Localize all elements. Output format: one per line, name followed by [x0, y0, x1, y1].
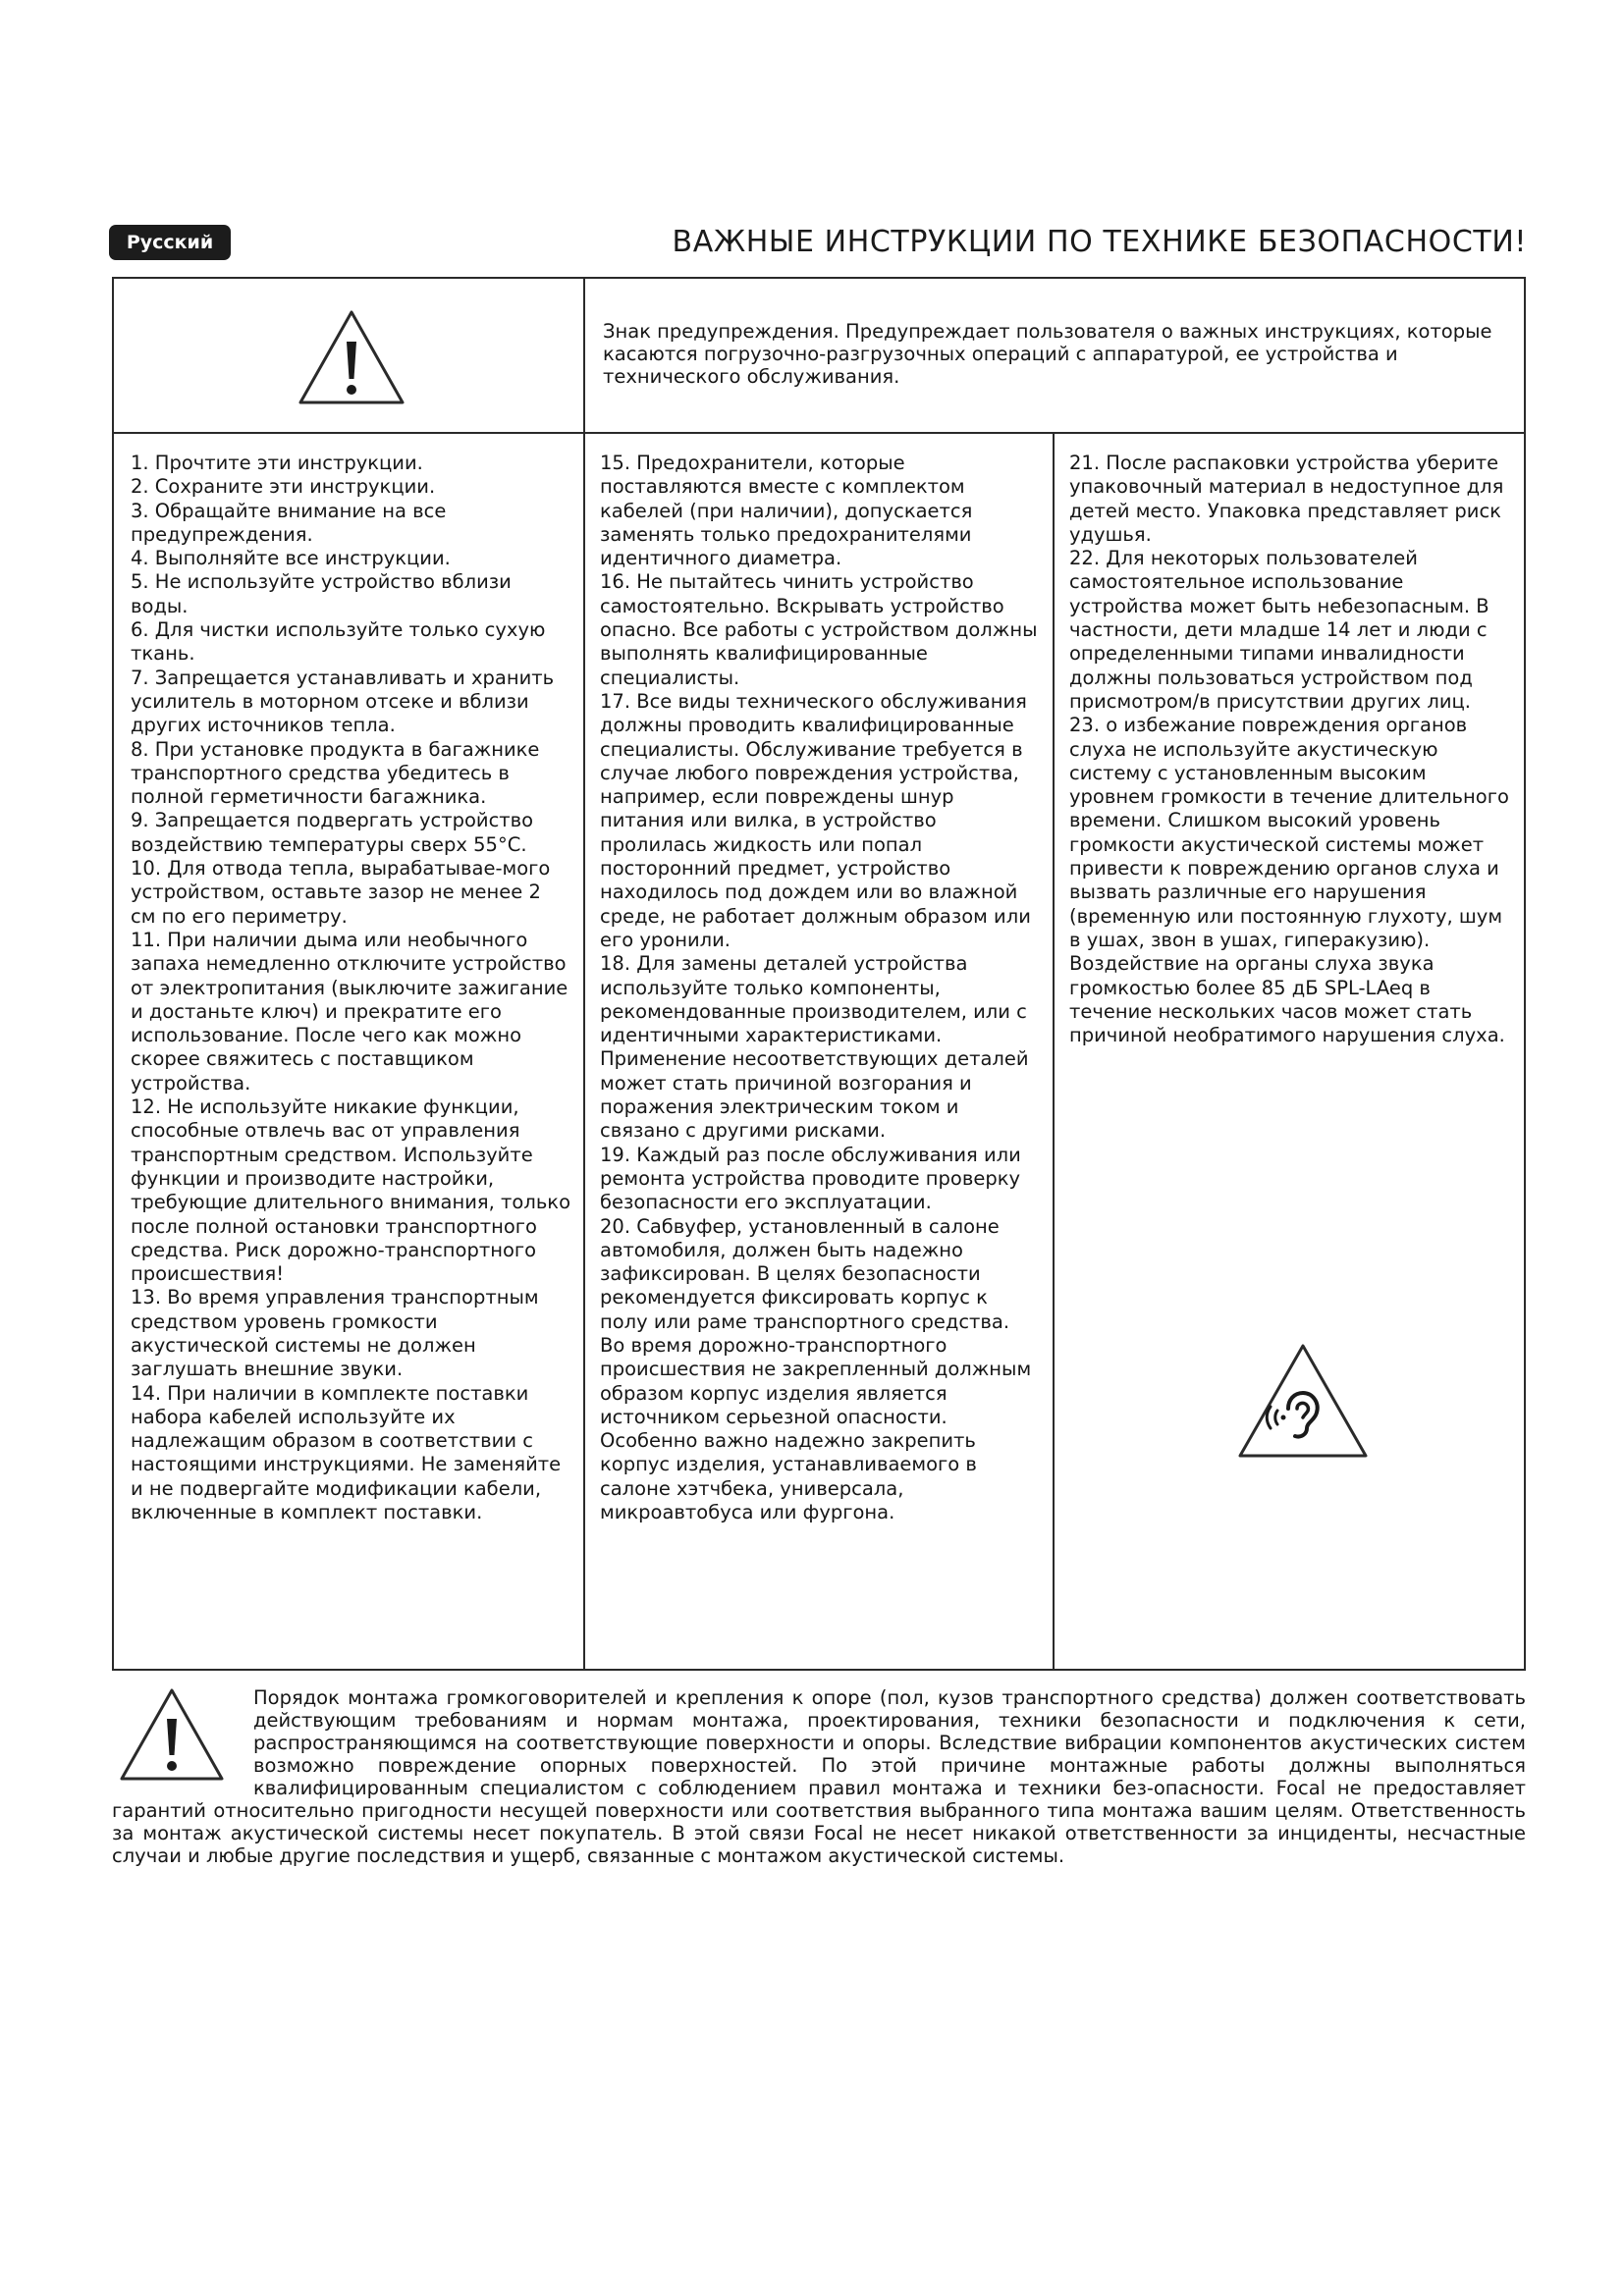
instructions-table [112, 432, 1526, 1671]
instruction-item: 11. При наличии дыма или необычного запаха немедленно отключите устройство от электропитания (выключите зажигание и достаньте ключ) и прекратите его использование. После чего как можно скорее свяжитесь с поставщиком устройства. [131, 928, 568, 1095]
instruction-item: 17. Все виды технического обслуживания должны проводить квалифицированные специалисты. Обслуживание требуется в случае любого повреждения устройства, например, если повреждены шнур питания или вилка, в устройство пролилась жидкость или попал посторонний предмет, устройство находилось под дождем или во влажной среде, не работает должным образом или его уронили. [600, 689, 1031, 951]
instruction-item: 6. Для чистки используйте только сухую ткань. [131, 618, 546, 666]
instruction-item: 15. Предохранители, которые поставляются вместе с комплектом кабелей (при наличии), допускается заменять только предохранителями идентичного диаметра. [600, 452, 973, 570]
instruction-item: 23. о избежание повреждения органов слуха не используйте акустическую систему с установленным высоким уровнем громкости в течение длительного времени. Слишком высокий уровень громкости акустической системы может привести к повреждению органов слуха и вызвать различные его нарушения (временную или постоянную глухоту, шум в ушах, звон в ушах, гиперакузию). Воздействие на органы слуха звука громкостью более 85 дБ SPL-LAeq в течение нескольких часов может стать причиной необратимого нарушения слуха. [1069, 714, 1509, 1047]
warning-sign-box [112, 277, 1526, 434]
mounting-notice-text: Порядок монтажа громкоговорителей и крепления к опоре (пол, кузов транспортного средства) должен соответствовать действующим требованиям и нормам монтажа, проектирования, техники безопасности и подключения к сети, распространяющимся на соответствующие поверхности и опоры. Вследствие вибрации компонентов акустических систем возможно повреждение опорных поверхностей. По этой причине монтажные работы должны выполняться квалифицированным специалистом с соблюдением правил монтажа и техники без-опасности. Focal не предоставляет гарантий относительно пригодности несущей поверхности или соответствия выбранного типа монтажа вашим целям. Ответственность за монтаж акустической системы несет покупатель. В этой связи Focal не несет никакой ответственности за инциденты, несчастные случаи и любые другие последствия и ущерб, связанные с монтажом акустической системы. [112, 1686, 1526, 1867]
instruction-item: 3. Обращайте внимание на все предупреждения. [131, 499, 447, 546]
instruction-item: 9. Запрещается подвергать устройство воздействию температуры сверх 55°C. [131, 809, 534, 856]
column-divider [583, 434, 585, 1669]
hearing-warning-icon [1234, 1340, 1372, 1462]
instruction-item: 8. При установке продукта в багажнике транспортного средства убедитесь в полной герметичности багажника. [131, 737, 540, 809]
instructions-column-3 [1069, 452, 1509, 1047]
instruction-item: Во время дорожно-транспортного происшествия не закрепленный должным образом корпус изделия является источником серьезной опасности. Особенно важно надежно закрепить корпус изделия, устанавливаемого в салоне хэтчбека, универсала, микроавтобуса или фургона. [600, 1333, 1032, 1524]
instructions-column-1 [131, 452, 570, 1524]
instruction-item: 22. Для некоторых пользователей самостоятельное использование устройства может быть небезопасным. В частности, дети младше 14 лет и люди с определенными типами инвалидности должны пользоваться устройством под присмотром/в присутствии других лиц. [1069, 547, 1489, 713]
instruction-item: 18. Для замены деталей устройства используйте только компоненты, рекомендованные производителем, или с идентичными характеристиками. Применение несоответствующих деталей может стать причиной возгорания и поражения электрическим током и связано с другими рисками. [600, 952, 1029, 1143]
instruction-item: 10. Для отвода тепла, вырабатывае-мого устройством, оставьте зазор не менее 2 см по его периметру. [131, 857, 551, 928]
warning-triangle-icon [297, 308, 406, 406]
instruction-item: 12. Не используйте никакие функции, способные отвлечь вас от управления транспортным средством. Используйте функции и производите настройки, требующие длительного внимания, только после полной остановки транспортного средства. Риск дорожно-транспортного происшествия! [131, 1095, 571, 1286]
warning-box-divider [583, 279, 585, 432]
language-badge: Русский [109, 225, 231, 260]
page-title: ВАЖНЫЕ ИНСТРУКЦИИ ПО ТЕХНИКЕ БЕЗОПАСНОСТИ! [672, 225, 1527, 259]
instruction-item: 14. При наличии в комплекте поставки набора кабелей используйте их надлежащим образом в соответствии с настоящими инструкциями. Не заменяйте и не подвергайте модификации кабели, включенные в комплект поставки. [131, 1381, 562, 1524]
instruction-item: 16. Не пытайтесь чинить устройство самостоятельно. Вскрывать устройство опасно. Все работы с устройством должны выполнять квалифицированные специалисты. [600, 570, 1038, 689]
mounting-notice [112, 1686, 1526, 1867]
warning-sign-description: Знак предупреждения. Предупреждает пользователя о важных инструкциях, которые касаются погрузочно-разгрузочных операций с аппаратурой, ее устройства и технического обслуживания. [603, 320, 1492, 388]
instruction-item: 4. Выполняйте все инструкции. [131, 547, 451, 570]
instruction-item: 1. Прочтите эти инструкции. [131, 452, 423, 474]
instruction-item: 21. После распаковки устройства уберите упаковочный материал в недоступное для детей место. Упаковка представляет риск удушья. [1069, 452, 1504, 546]
instruction-item: 13. Во время управления транспортным средством уровень громкости акустической системы не должен заглушать внешние звуки. [131, 1286, 539, 1381]
instruction-item: 5. Не используйте устройство вблизи воды. [131, 570, 512, 617]
instruction-item: 2. Сохраните эти инструкции. [131, 475, 436, 499]
instruction-item: 7. Запрещается устанавливать и хранить усилитель в моторном отсеке и вблизи других источников тепла. [131, 666, 555, 737]
instruction-item: 19. Каждый раз после обслуживания или ремонта устройства проводите проверку безопасности его эксплуатации. [600, 1143, 1021, 1214]
instruction-item: 20. Сабвуфер, установленный в салоне автомобиля, должен быть надежно зафиксирован. В целях безопасности рекомендуется фиксировать корпус к полу или раме транспортного средства. [600, 1214, 1010, 1333]
column-divider [1053, 434, 1055, 1669]
instructions-column-2 [600, 452, 1040, 1524]
